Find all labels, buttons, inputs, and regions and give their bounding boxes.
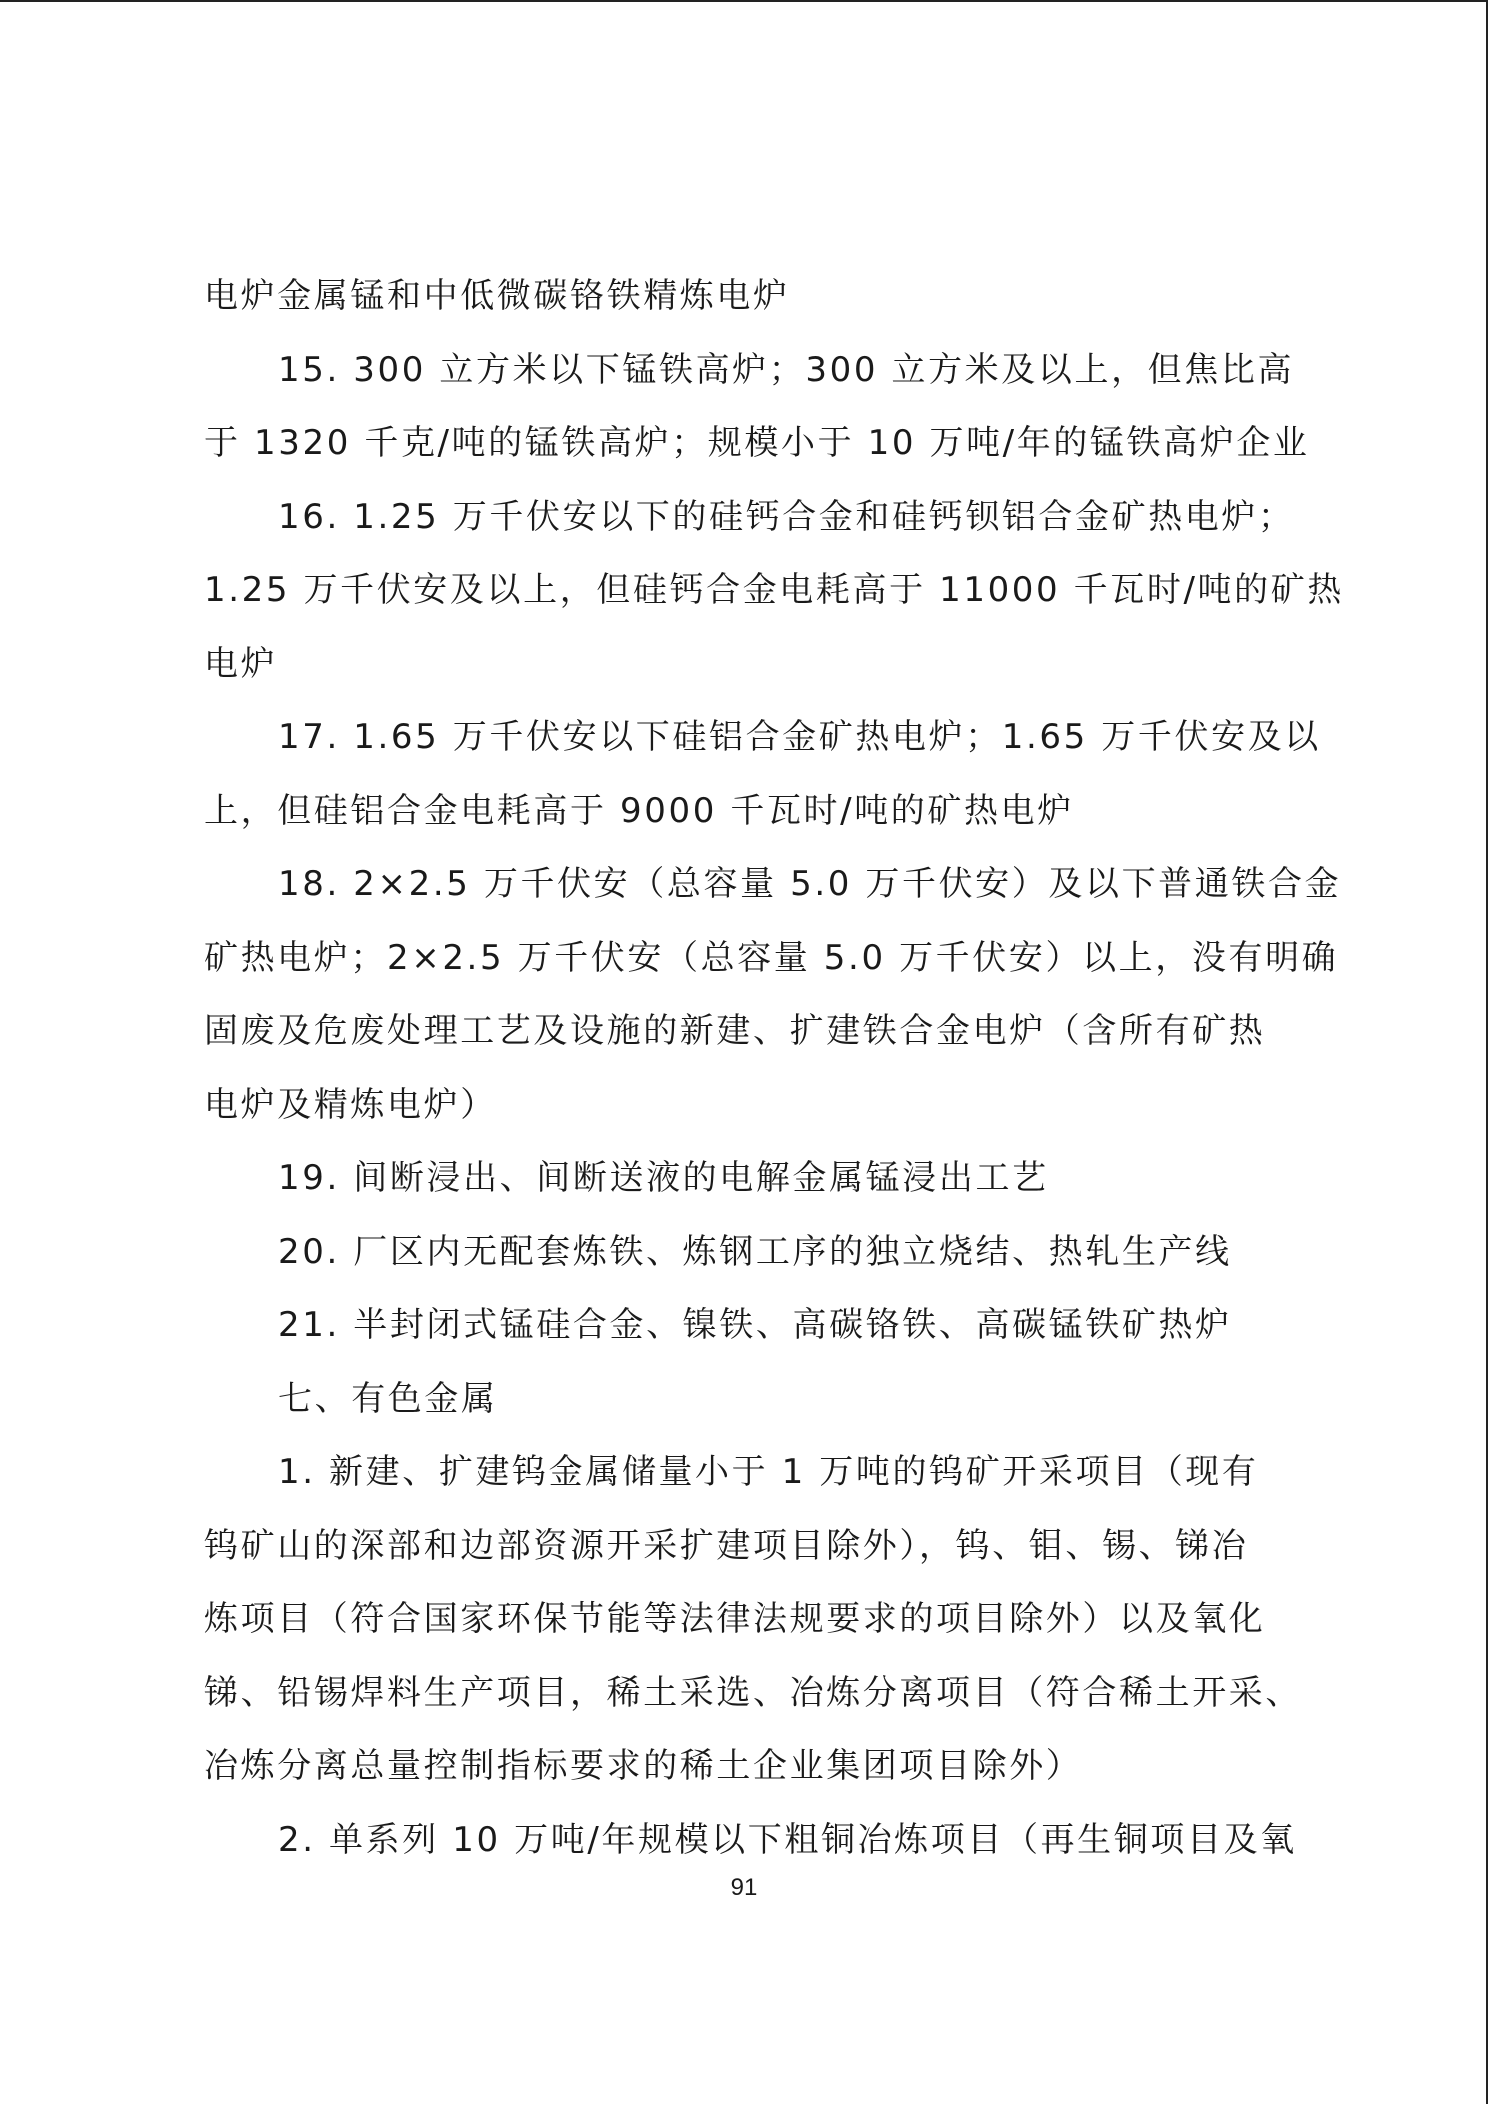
text-line: 电炉金属锰和中低微碳铬铁精炼电炉 [204, 276, 790, 316]
body-text [204, 260, 1344, 1877]
text-line: 20. 厂区内无配套炼铁、炼钢工序的独立烧结、热轧生产线 [278, 1231, 1232, 1272]
text-line: 钨矿山的深部和边部资源开采扩建项目除外），钨、钼、锡、锑冶 [204, 1525, 1249, 1566]
text-line: 锑、铅锡焊料生产项目，稀土采选、冶炼分离项目（符合稀土开采、 [204, 1672, 1302, 1713]
text-line: 1.25 万千伏安及以上，但硅钙合金电耗高于 11000 千瓦时/吨的矿热 [204, 570, 1344, 610]
text-line: 17. 1.65 万千伏安以下硅铝合金矿热电炉；1.65 万千伏安及以 [278, 717, 1321, 757]
text-line: 电炉 [204, 643, 278, 684]
text-line: 固废及危废处理工艺及设施的新建、扩建铁合金电炉（含所有矿热 [204, 1011, 1266, 1051]
text-line: 2. 单系列 10 万吨/年规模以下粗铜冶炼项目（再生铜项目及氧 [278, 1819, 1297, 1860]
text-line: 21. 半封闭式锰硅合金、镍铁、高碳铬铁、高碳锰铁矿热炉 [278, 1305, 1232, 1345]
section-heading: 七、有色金属 [278, 1378, 498, 1419]
text-line: 18. 2×2.5 万千伏安（总容量 5.0 万千伏安）及以下普通铁合金 [278, 864, 1342, 904]
text-line: 炼项目（符合国家环保节能等法律法规要求的项目除外）以及氧化 [204, 1599, 1266, 1639]
text-line: 16. 1.25 万千伏安以下的硅钙合金和硅钙钡铝合金矿热电炉； [278, 496, 1295, 537]
text-line: 上，但硅铝合金电耗高于 9000 千瓦时/吨的矿热电炉 [204, 790, 1074, 831]
text-line: 15. 300 立方米以下锰铁高炉；300 立方米及以上，但焦比高 [278, 349, 1295, 390]
text-line: 1. 新建、扩建钨金属储量小于 1 万吨的钨矿开采项目（现有 [278, 1452, 1259, 1492]
text-line: 于 1320 千克/吨的锰铁高炉；规模小于 10 万吨/年的锰铁高炉企业 [204, 423, 1310, 463]
text-line: 冶炼分离总量控制指标要求的稀土企业集团项目除外） [204, 1746, 1083, 1786]
page-number: 91 [730, 1874, 758, 1901]
text-line: 电炉及精炼电炉） [204, 1084, 497, 1125]
text-line: 19. 间断浸出、间断送液的电解金属锰浸出工艺 [278, 1158, 1049, 1198]
text-line: 矿热电炉；2×2.5 万千伏安（总容量 5.0 万千伏安）以上，没有明确 [204, 937, 1339, 978]
